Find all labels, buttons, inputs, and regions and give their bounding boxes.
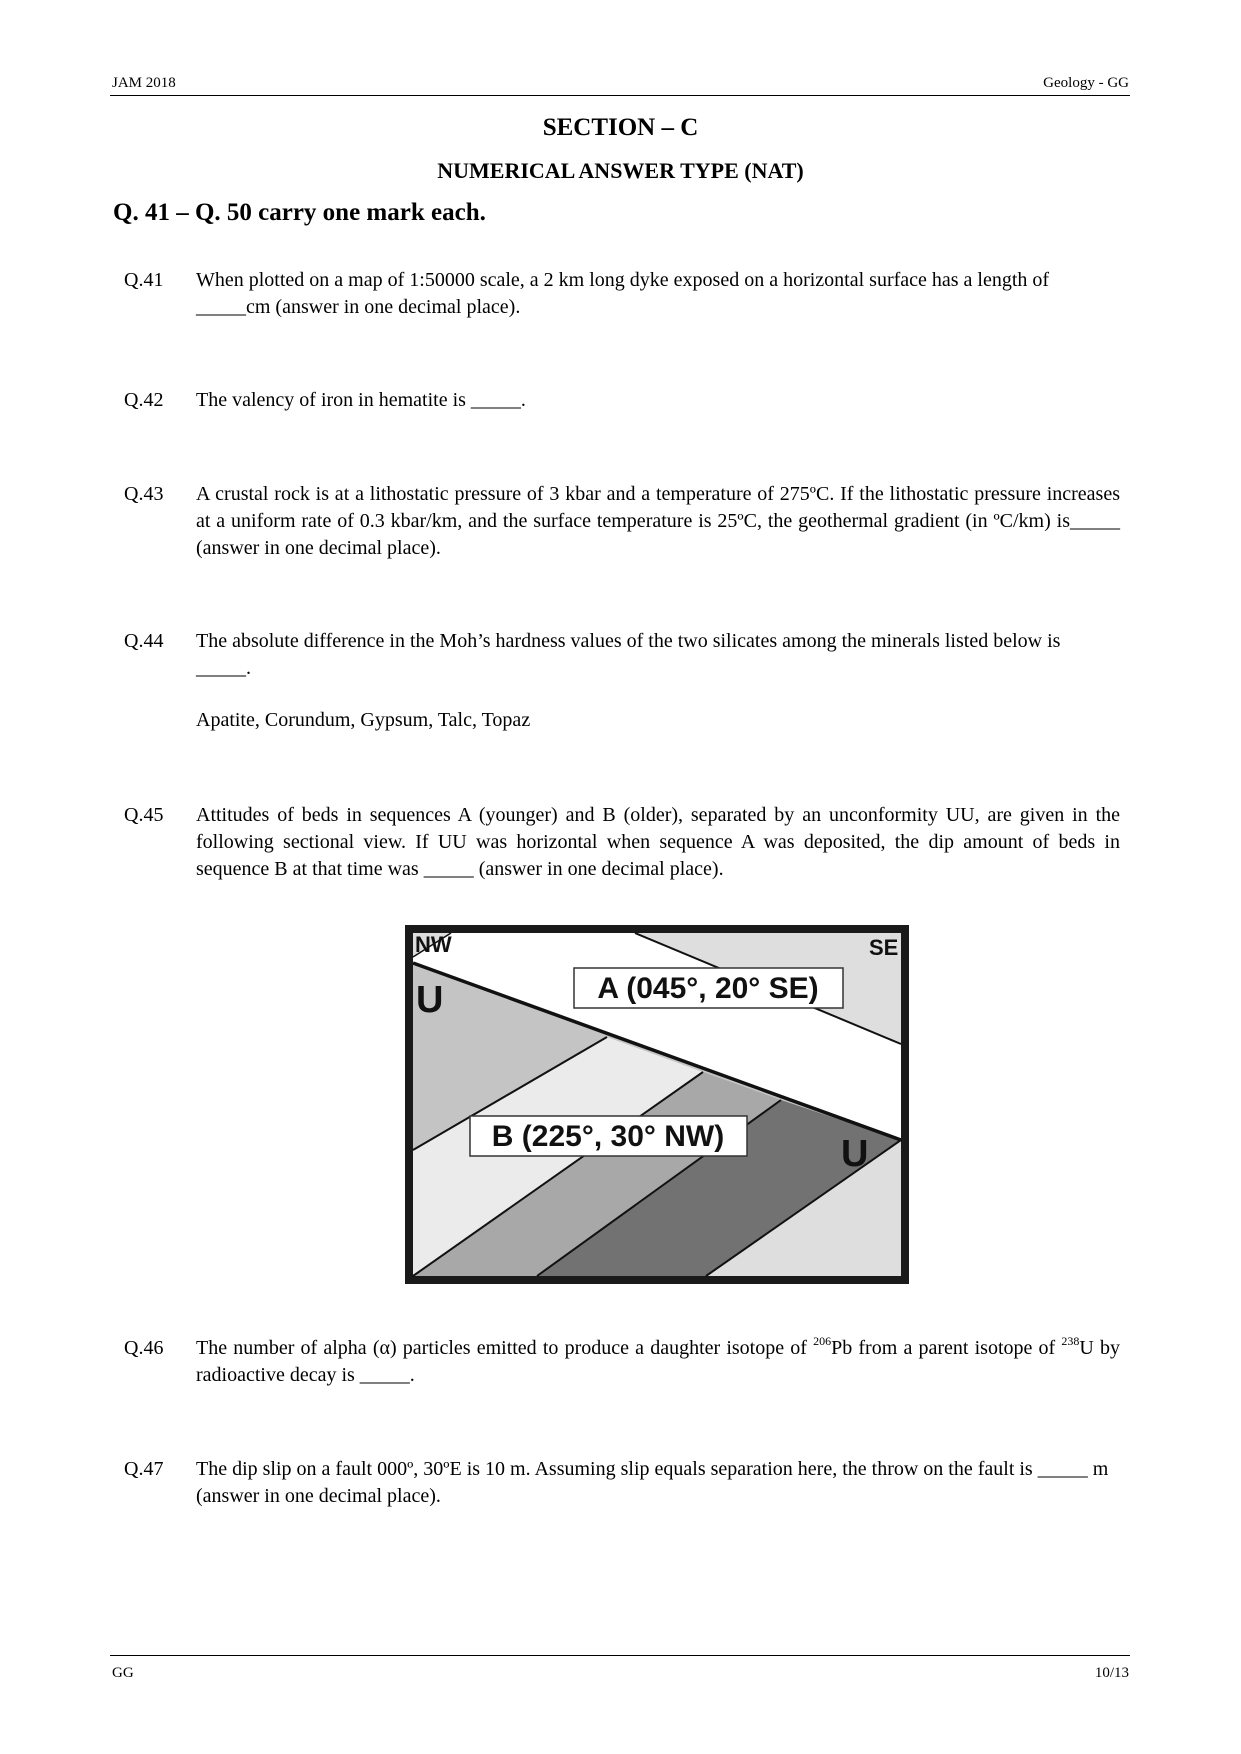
question-number: Q.46 [124, 1337, 164, 1359]
question-number: Q.43 [124, 483, 164, 505]
label-nw: NW [415, 932, 452, 957]
section-title: SECTION – C [542, 114, 699, 141]
label-sequence-a: A (045°, 20° SE) [597, 972, 819, 1005]
header-exam-name: JAM 2018 [112, 75, 176, 91]
question-number: Q.45 [124, 804, 164, 826]
question-number: Q.47 [124, 1458, 164, 1480]
footer-paper-code: GG [112, 1665, 134, 1681]
question-number: Q.44 [124, 630, 164, 652]
question-text: A crustal rock is at a lithostatic pressure of 3 kbar and a temperature of 275ºC. If the lithostatic pressure increases at a uniform rate of 0.3 kbar/km, and the surface temperature is 25ºC, the geothermal gradient (in ºC/km) is_____ (answer in one decimal place). [196, 483, 1120, 559]
marks-note: Q. 41 – Q. 50 carry one mark each. [113, 199, 486, 226]
label-sequence-b: B (225°, 30° NW) [491, 1120, 725, 1153]
question-text: The absolute difference in the Moh’s hardness values of the two silicates among the minerals listed below is _____. [196, 630, 1061, 679]
footer-rule [110, 1655, 1130, 1656]
label-u-left: U [416, 979, 444, 1021]
page-number: 10/13 [1094, 1665, 1129, 1681]
question-text: Attitudes of beds in sequences A (younger) and B (older), separated by an unconformity UU, are given in the following sectional view. If UU was horizontal when sequence A was deposited, the dip amount of beds in sequence B at that time was _____ (answer in one decimal place). [196, 804, 1120, 880]
question-text: The number of alpha (α) particles emitted to produce a daughter isotope of $^{206}$Pb from a parent isotope of $^{238}$U by radioactive decay is _____. [196, 1334, 1121, 1386]
label-se: SE [869, 935, 899, 960]
question-text: The dip slip on a fault 000º, 30ºE is 10 m. Assuming slip equals separation here, the throw on the fault is _____ m (answer in one decimal place). [196, 1458, 1109, 1507]
label-u-right: U [841, 1133, 869, 1175]
mineral-list: Apatite, Corundum, Gypsum, Talc, Topaz [196, 709, 531, 731]
question-text: When plotted on a map of 1:50000 scale, a 2 km long dyke exposed on a horizontal surface has a length of _____cm (answer in one decimal place). [196, 269, 1050, 318]
section-subtitle: NUMERICAL ANSWER TYPE (NAT) [437, 158, 804, 183]
question-text: The valency of iron in hematite is _____. [196, 389, 526, 411]
question-number: Q.42 [124, 389, 164, 411]
header-rule [110, 95, 1130, 96]
question-number: Q.41 [124, 269, 164, 291]
unconformity-section-figure [405, 925, 909, 1284]
header-paper-name: Geology - GG [1043, 75, 1129, 91]
